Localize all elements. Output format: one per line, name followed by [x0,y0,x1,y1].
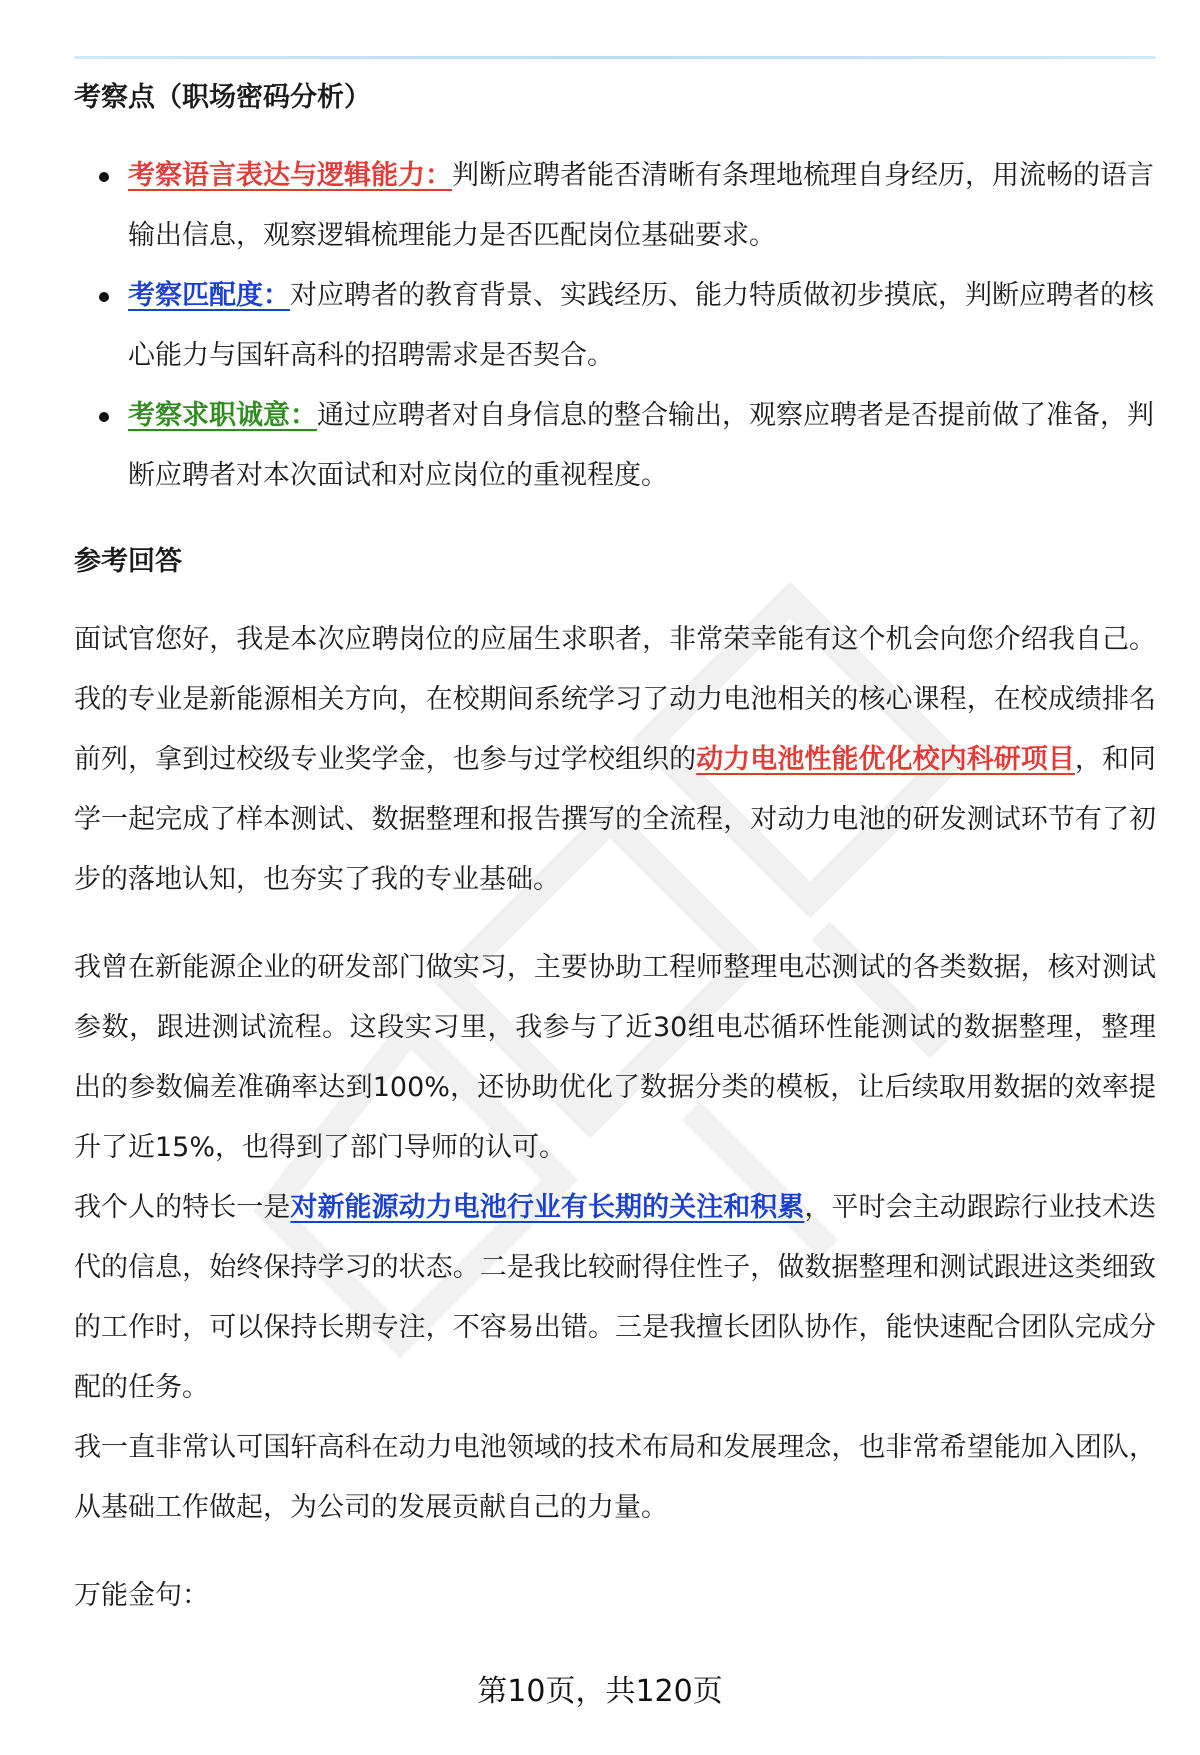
paragraph-text: ，和同学一起完成了样本测试、数据整理和报告撰写的全流程，对动力电池的研发测试环节有了初步的落地认知，也夯实了我的专业基础。 [74,744,1157,895]
point-label-language: 考察语言表达与逻辑能力： [128,160,452,191]
list-item [74,386,1156,506]
answer-paragraph-closing: 我一直非常认可国轩高科在动力电池领域的技术布局和发展理念，也非常希望能加入团队，从基础工作做起，为公司的发展贡献自己的力量。 [74,1432,1156,1523]
list-item [74,146,1156,266]
list-item [74,266,1156,386]
golden-sentence-label: 万能金句： [74,1580,209,1611]
bullet-icon [99,292,109,302]
paragraph-text: ，平时会主动跟踪行业技术迭代的信息，始终保持学习的状态。二是我比较耐得住性子，做数据整理和测试跟进这类细致的工作时，可以保持长期专注，不容易出错。三是我擅长团队协作，能快速配合团队完成分配的任务。 [74,1192,1157,1403]
highlight-industry-focus: 对新能源动力电池行业有长期的关注和积累 [290,1192,805,1223]
point-text-language: 判断应聘者能否清晰有条理地梳理自身经历，用流畅的语言输出信息，观察逻辑梳理能力是否匹配岗位基础要求。 [128,160,1154,251]
paragraph-text: 我个人的特长一是 [74,1192,291,1223]
point-label-sincerity: 考察求职诚意： [128,400,317,431]
point-text-sincerity: 通过应聘者对自身信息的整合输出，观察应聘者是否提前做了准备，判断应聘者对本次面试和对应岗位的重视程度。 [128,400,1154,491]
section-heading-points: 考察点（职场密码分析） [74,82,371,113]
bullet-icon [99,412,109,422]
paragraph-text: 面试官您好，我是本次应聘岗位的应届生求职者，非常荣幸能有这个机会向您介绍我自己。我的专业是新能源相关方向，在校期间系统学习了动力电池相关的核心课程，在校成绩排名前列，拿到过校级专业奖学金，也参与过学校组织的 [74,624,1156,775]
answer-paragraph-intro [74,610,1156,910]
page-footer: 第10页，共120页 [477,1674,723,1709]
answer-paragraph-strengths [74,1178,1156,1418]
point-label-match: 考察匹配度： [128,280,290,311]
page-content [74,78,1156,1626]
top-divider [74,56,1156,59]
highlight-research-project: 动力电池性能优化校内科研项目 [696,744,1075,775]
answer-paragraph-internship: 我曾在新能源企业的研发部门做实习，主要协助工程师整理电芯测试的各类数据，核对测试参数，跟进测试流程。这段实习里，我参与了近30组电芯循环性能测试的数据整理，整理出的参数偏差准确率达到100%，还协助优化了数据分类的模板，让后续取用数据的效率提升了近15%，也得到了部门导师的认可。 [74,952,1156,1163]
bullet-icon [99,172,109,182]
point-text-match: 对应聘者的教育背景、实践经历、能力特质做初步摸底，判断应聘者的核心能力与国轩高科的招聘需求是否契合。 [128,280,1154,371]
section-heading-answer: 参考回答 [74,546,182,577]
points-list [74,146,1156,506]
